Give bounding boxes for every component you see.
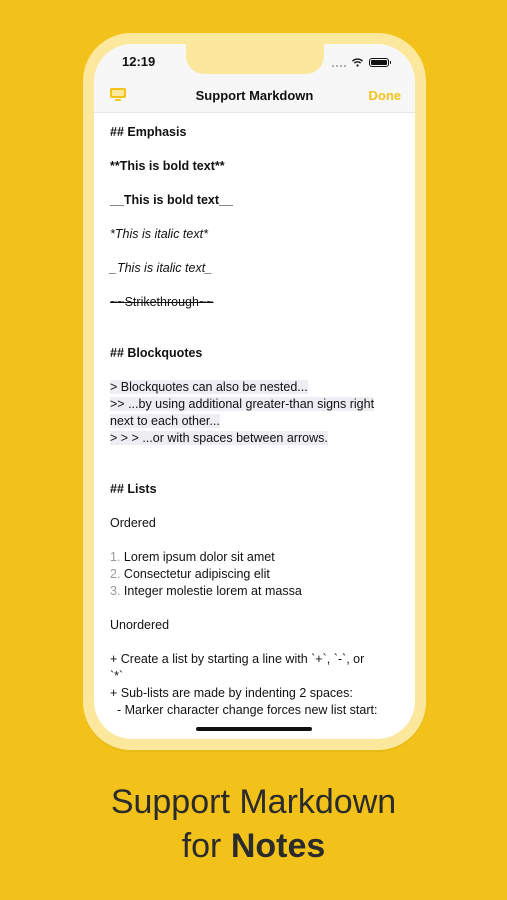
quote-line-1: > Blockquotes can also be nested...	[110, 380, 308, 394]
caption-line-2	[0, 824, 507, 868]
notch	[186, 44, 324, 74]
signal-icon	[332, 58, 346, 67]
bold-line-1: **This is bold text**	[110, 159, 225, 173]
wifi-icon	[352, 58, 363, 67]
promo-caption	[0, 780, 507, 868]
quote-line-4: > > > ...or with spaces between arrows.	[110, 431, 328, 445]
caption-line-1: Support Markdown	[110, 783, 397, 821]
ordered-item-text: Lorem ipsum dolor sit amet	[123, 550, 275, 564]
italic-line-1: *This is italic text*	[110, 227, 208, 241]
unordered-label: Unordered	[110, 618, 170, 632]
page-title: Support Markdown	[195, 88, 314, 103]
home-indicator[interactable]	[196, 727, 312, 731]
status-icons	[332, 58, 389, 67]
phone-screen	[94, 44, 415, 739]
nav-bar	[94, 78, 415, 113]
unordered-line-3: - Marker character change forces new list start:	[110, 703, 378, 717]
strikethrough-line: ~~Strikethrough~~	[110, 295, 214, 309]
done-button[interactable]: Done	[368, 88, 401, 103]
italic-line-2: _This is italic text_	[110, 261, 213, 275]
ordered-label: Ordered	[110, 516, 156, 530]
bold-line-2: __This is bold text__	[110, 193, 233, 207]
phone-frame	[83, 33, 426, 750]
emphasis-heading: ## Emphasis	[110, 125, 187, 139]
lists-heading: ## Lists	[110, 482, 157, 496]
ordered-item	[110, 583, 403, 600]
unordered-line-1b: `*`	[110, 669, 124, 683]
ordered-item-number: 2.	[110, 567, 121, 581]
ordered-item-number: 1.	[110, 550, 121, 564]
ordered-item-number: 3.	[110, 584, 121, 598]
caption-strong: Notes	[230, 827, 326, 865]
ordered-item-text: Consectetur adipiscing elit	[123, 567, 270, 581]
quote-line-2: >> ...by using additional greater-than signs right	[110, 397, 375, 411]
blockquotes-heading: ## Blockquotes	[110, 346, 203, 360]
status-time: 12:19	[122, 54, 156, 69]
markdown-editor[interactable]	[110, 124, 403, 719]
unordered-line-2: + Sub-lists are made by indenting 2 spaces:	[110, 686, 353, 700]
caption-prefix: for	[181, 827, 231, 865]
quote-line-3: next to each other...	[110, 414, 220, 428]
unordered-line-1: + Create a list by starting a line with `+`, `-`, or	[110, 652, 365, 666]
ordered-item	[110, 549, 403, 566]
ordered-item-text: Integer molestie lorem at massa	[123, 584, 302, 598]
ordered-item	[110, 566, 403, 583]
battery-icon	[369, 58, 389, 67]
